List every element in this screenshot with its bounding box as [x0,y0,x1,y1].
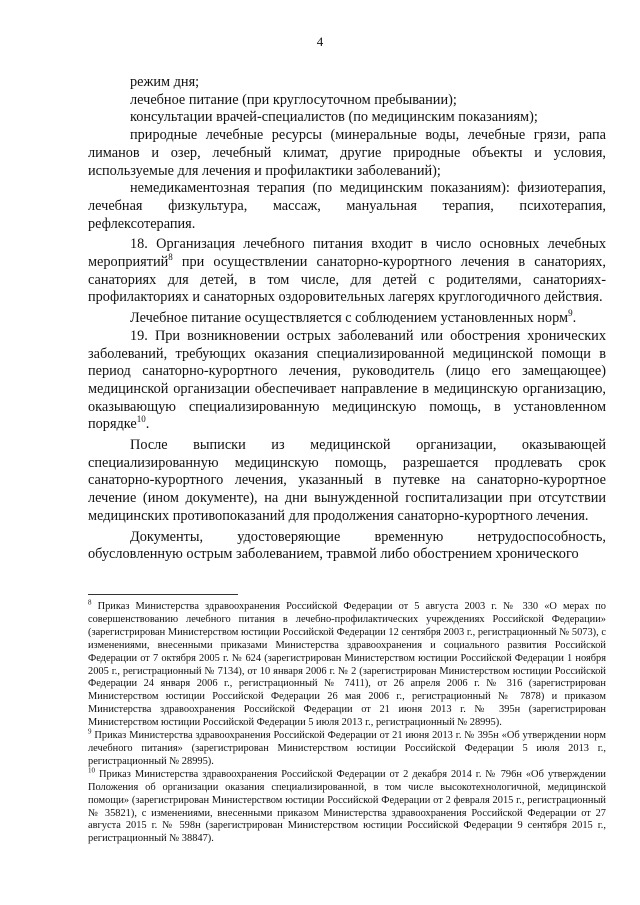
footnote-10-text: Приказ Министерства здравоохранения Российской Федерации от 2 декабря 2014 г. № 796н «Об утверждении Положения об организации оказания специализированной, в том числе высокотехнологичной, медицинской помощи» (зарегистрирован Министерством юстиции Российской Федерации от 2 февраля 2015 г., регистрационный № 35821), с изменениями, внесенными приказом Министерства здравоохранения Российской Федерации от 27 августа 2015 г. № 598н (зарегистрирован Министерством юстиции Российской Федерации 9 сентября 2015 г., регистрационный № 38847). [88,768,606,845]
paragraph-specialist-consultations: консультации врачей-специалистов (по медицинским показаниям); [130,109,538,126]
footnote-mark-10: 10 [88,766,95,775]
body-text [88,74,606,564]
paragraph-18-text-end: при осуществлении санаторно-курортного лечения в санаториях, санаториях для детей, в том числе, для детей с родителями, санаториях-профилакториях и санаторных оздоровительных лагерях круглогодичного действия. [88,254,606,306]
paragraph-documents: Документы, удостоверяющие временную нетрудоспособность, обусловленную острым заболеванием, травмой либо обострением хронического [88,528,606,563]
footnotes [88,598,606,846]
paragraph-therapeutic-nutrition: лечебное питание (при круглосуточном пребывании); [130,91,457,108]
footnote-8-text: Приказ Министерства здравоохранения Российской Федерации от 5 августа 2003 г. № 330 «О мерах по совершенствованию лечебного питания в лечебно-профилактических учреждениях Российской Федерации» (зарегистрирован Министерством юстиции Российской Федерации 12 сентября 2003 г., регистрационный № 5073), с изменениями, внесенными приказами Министерства здравоохранения и социального развития Российской Федерации от 7 октября 2005 г. № 624 (зарегистрирован Министерством юстиции Российской Федерации 1 ноября 2005 г., регистрационный № 7134), от 10 января 2006 г. № 2 (зарегистрирован Министерством юстиции Российской Федерации 24 января 2006 г., регистрационный № 7411), от 26 апреля 2006 г. № 316 (зарегистрирован Министерством юстиции Российской Федерации 26 мая 2006 г., регистрационный № 7878) и приказом Министерства здравоохранения Российской Федерации от 21 июня 2013 г. № 395н (зарегистрирован Министерством юстиции Российской Федерации 5 июля 2013 г., регистрационный № 28995). [88,601,606,729]
footnote-ref-9[interactable]: 9 [568,308,573,319]
paragraph-19 [88,328,606,434]
paragraph-nutrition-norms-end: . [572,310,577,327]
footnote-8 [88,598,606,730]
paragraph-natural-resources: природные лечебные ресурсы (минеральные воды, лечебные грязи, рапа лиманов и озер, лечебный климат, другие природные объекты и условия, используемые для лечения и профилактики заболеваний); [88,127,606,179]
paragraph-18 [88,236,606,307]
footnote-separator [88,594,238,595]
paragraph-18-text-start: 18. Организация лечебного питания входит в число основных лечебных мероприятий [88,236,606,271]
paragraph-daily-regimen: режим дня; [130,74,200,90]
paragraph-nutrition-norms [88,310,606,328]
paragraph-19-text-end: . [145,416,150,433]
footnote-9 [88,727,606,769]
footnote-10 [88,766,606,846]
footnote-ref-8[interactable]: 8 [168,252,173,263]
footnote-ref-10[interactable]: 10 [136,414,146,425]
paragraph-19-text-start: 19. При возникновении острых заболеваний или обострения хронических заболеваний, требующих оказания специализированной медицинской помощи в период санаторно-курортного лечения, руководитель (лицо его замещающее) медицинской организации обеспечивает направление в медицинскую организацию, оказывающую специализированную медицинскую помощь, в установленном порядке [88,327,606,433]
paragraph-nutrition-norms-text: Лечебное питание осуществляется с соблюдением установленных норм [130,310,569,327]
paragraph-non-drug-therapy: немедикаментозная терапия (по медицинским показаниям): физиотерапия, лечебная физкультура, массаж, мануальная терапия, психотерапия, рефлексотерапия. [88,180,606,232]
paragraph-after-discharge: После выписки из медицинской организации, оказывающей специализированную медицинскую помощь, разрешается продлевать срок санаторно-курортного лечения, указанный в путевке на санаторно-курортное лечение (ином документе), на дни вынужденной госпитализации при отсутствии медицинских противопоказаний для продолжения санаторно-курортного лечения. [88,437,606,524]
page-number: 4 [316,34,324,49]
footnote-mark-8: 8 [88,598,92,607]
footnote-9-text: Приказ Министерства здравоохранения Российской Федерации от 21 июня 2013 г. № 395н «Об утверждении норм лечебного питания» (зарегистрирован Министерством юстиции Российской Федерации 5 июля 2013 г., регистрационный № 28995). [88,730,606,767]
footnote-mark-9: 9 [88,727,92,736]
